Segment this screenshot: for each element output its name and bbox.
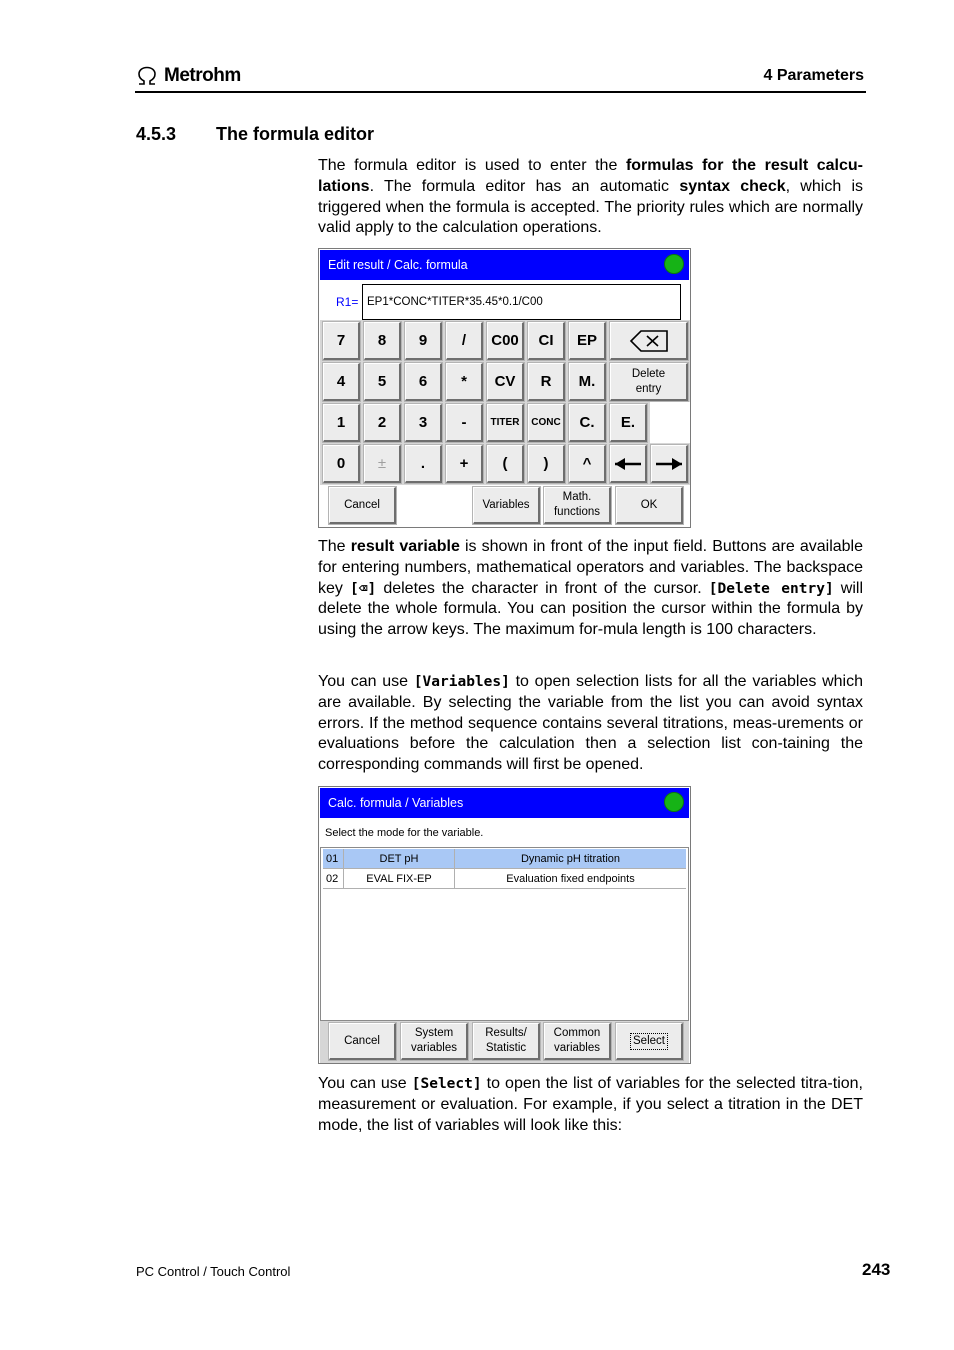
- delete-entry-button[interactable]: Delete entry: [610, 363, 688, 401]
- cursor-right-button[interactable]: [651, 445, 688, 483]
- row-description: Dynamic pH titration: [520, 852, 621, 865]
- key-3[interactable]: 3: [405, 404, 442, 442]
- formula-editor-titlebar: [320, 250, 689, 280]
- row-description: Evaluation fixed endpoints: [506, 872, 635, 885]
- key-r[interactable]: R: [528, 363, 565, 401]
- key-7[interactable]: 7: [323, 322, 360, 360]
- select-button[interactable]: [616, 1023, 683, 1060]
- key-ci[interactable]: CI: [528, 322, 565, 360]
- key-divide[interactable]: /: [446, 322, 483, 360]
- backspace-button[interactable]: [610, 322, 688, 360]
- results-statistic-button[interactable]: Results/ Statistic: [473, 1023, 540, 1060]
- key-cv[interactable]: CV: [487, 363, 524, 401]
- section-number: 4.5.3: [136, 124, 177, 144]
- key-5[interactable]: 5: [364, 363, 401, 401]
- result-variable-label: R1=: [336, 295, 359, 309]
- row-number: 01: [323, 849, 344, 868]
- key-titer[interactable]: TITER: [487, 404, 524, 442]
- status-led-icon: [664, 792, 684, 812]
- variables-button[interactable]: Variables: [473, 487, 540, 524]
- cancel-button[interactable]: Cancel: [329, 487, 396, 524]
- row-command: DET pH: [344, 849, 455, 868]
- metrohm-logo: [136, 64, 241, 88]
- key-multiply[interactable]: *: [446, 363, 483, 401]
- key-plus[interactable]: +: [446, 445, 483, 483]
- key-1[interactable]: 1: [323, 404, 360, 442]
- common-variables-button[interactable]: Common variables: [544, 1023, 611, 1060]
- key-0[interactable]: 0: [323, 445, 360, 483]
- variables-titlebar: [320, 788, 689, 818]
- status-led-icon: [664, 254, 684, 274]
- mode-prompt: Select the mode for the variable.: [325, 827, 484, 839]
- section-title: The formula editor: [216, 124, 375, 144]
- omega-logo-icon: [136, 66, 158, 86]
- chapter-title: 4 Parameters: [763, 67, 864, 84]
- arrow-left-icon: [613, 456, 643, 472]
- key-left-paren[interactable]: (: [487, 445, 524, 483]
- key-m[interactable]: M.: [569, 363, 606, 401]
- key-minus[interactable]: -: [446, 404, 483, 442]
- formula-editor-screen: [318, 248, 691, 528]
- key-e[interactable]: E.: [610, 404, 647, 442]
- page-number: 243: [862, 1260, 891, 1279]
- key-conc[interactable]: CONC: [528, 404, 565, 442]
- select-paragraph: You can use [Select] to open the list of variables for the selected titra-tion, measurement or evaluation. For example, if you select a titration in the DET mode, the list of variables will look like this:: [318, 1075, 864, 1134]
- key-c00[interactable]: C00: [487, 322, 524, 360]
- cancel-button[interactable]: Cancel: [329, 1023, 396, 1060]
- cursor-left-button[interactable]: [610, 445, 647, 483]
- logo-text: Metrohm: [164, 65, 241, 86]
- footer-product: PC Control / Touch Control: [136, 1264, 291, 1279]
- key-c[interactable]: C.: [569, 404, 606, 442]
- formula-input[interactable]: EP1*CONC*TITER*35.45*0.1/C00: [362, 284, 681, 320]
- list-item[interactable]: [323, 869, 686, 889]
- system-variables-button[interactable]: System variables: [401, 1023, 468, 1060]
- row-command: EVAL FIX-EP: [344, 869, 455, 888]
- key-right-paren[interactable]: ): [528, 445, 565, 483]
- keypad-gap: [650, 402, 690, 443]
- list-item[interactable]: [323, 849, 686, 869]
- backspace-icon: [629, 329, 669, 353]
- arrow-right-icon: [654, 456, 684, 472]
- window-title: Edit result / Calc. formula: [328, 258, 468, 272]
- key-plus-minus[interactable]: ±: [364, 445, 401, 483]
- math-functions-button[interactable]: Math. functions: [544, 487, 611, 524]
- key-9[interactable]: 9: [405, 322, 442, 360]
- key-8[interactable]: 8: [364, 322, 401, 360]
- key-6[interactable]: 6: [405, 363, 442, 401]
- select-button-label: Select: [630, 1033, 668, 1050]
- key-2[interactable]: 2: [364, 404, 401, 442]
- result-variable-paragraph: The result variable is shown in front of the input field. Buttons are available for entering numbers, mathematical operators and variables. The backspace key [⌫] deletes the character in front of the cursor. [Delete entry] will delete the whole formula. You can position the cursor within the formula by using the arrow keys. The maximum for-mula length is 100 characters.: [318, 538, 864, 639]
- row-number: 02: [323, 869, 344, 888]
- ok-button[interactable]: OK: [616, 487, 683, 524]
- key-caret[interactable]: ^: [569, 445, 606, 483]
- variables-screen: [318, 786, 691, 1064]
- command-list: [320, 847, 689, 1021]
- header-divider: [135, 91, 866, 93]
- intro-paragraph: The formula editor is used to enter the formulas for the result calcu-lations. The formula editor has an automatic syntax check, which is triggered when the formula is accepted. The priority rules which are normally valid apply to the calculation operations.: [318, 157, 864, 237]
- window-title: Calc. formula / Variables: [328, 796, 464, 810]
- key-dot[interactable]: .: [405, 445, 442, 483]
- key-4[interactable]: 4: [323, 363, 360, 401]
- variables-paragraph: You can use [Variables] to open selection lists for all the variables which are available. By selecting the variable from the list you can avoid syntax errors. If the method sequence contains several titrations, meas-urements or evaluations before the calculation then a selection list con-taining the corresponding commands will first be opened.: [318, 673, 863, 774]
- key-ep[interactable]: EP: [569, 322, 606, 360]
